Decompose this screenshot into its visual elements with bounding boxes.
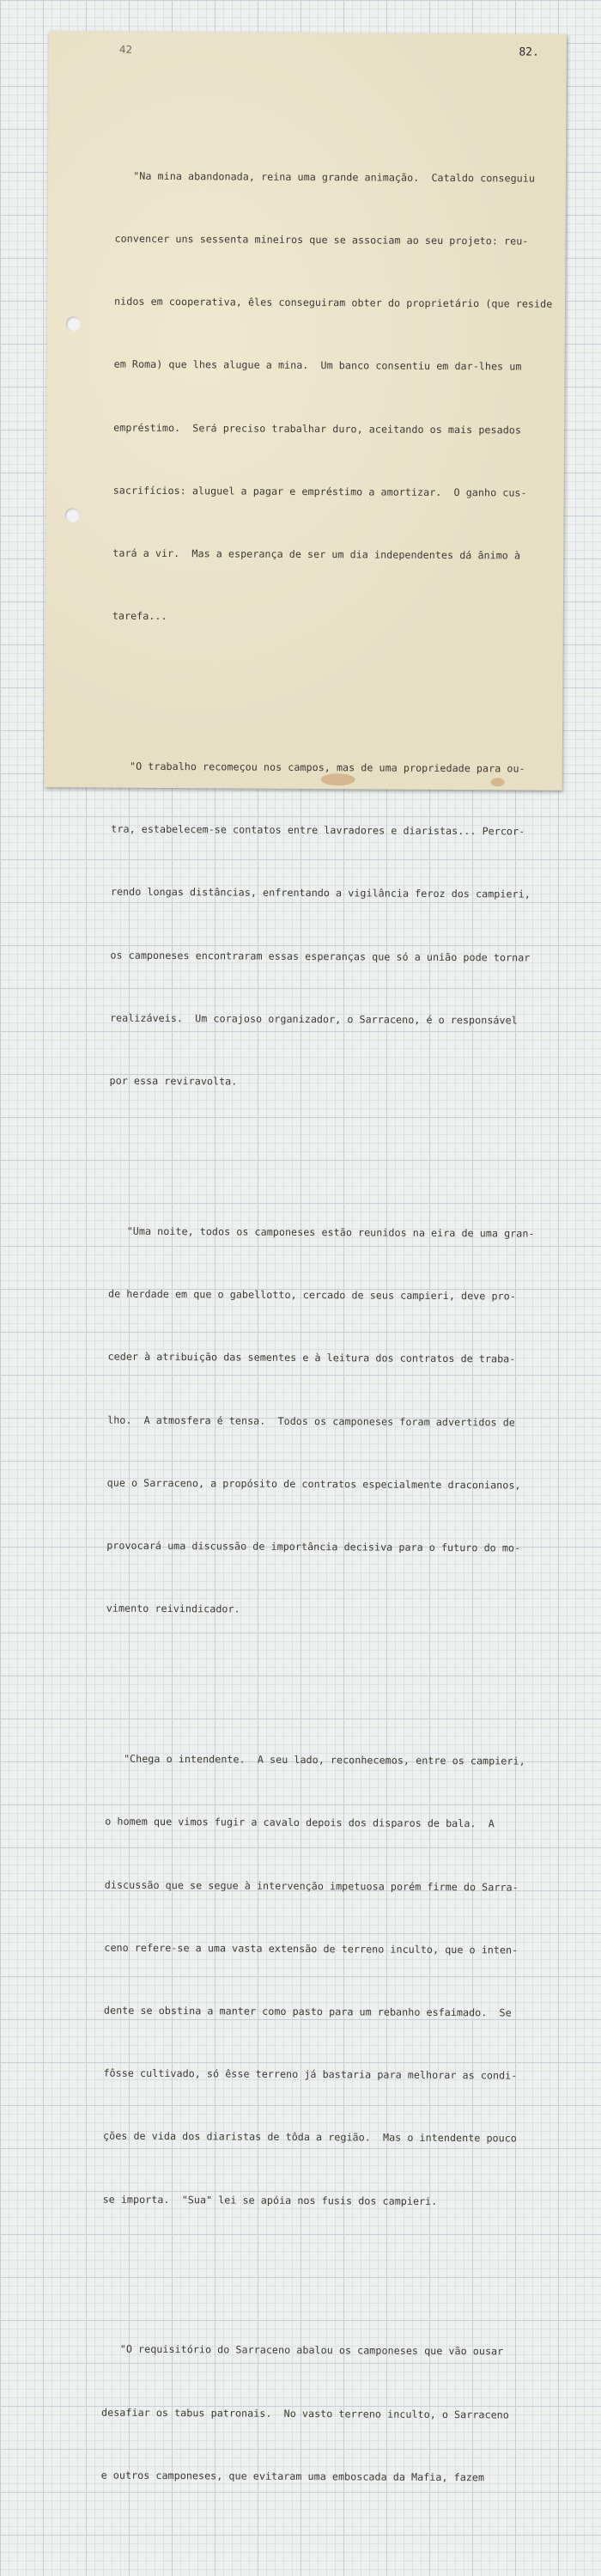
text-line: de herdade em que o gabellotto, cercado de seus campieri, deve pro- bbox=[107, 1287, 516, 1303]
text-line: realizáveis. Um corajoso organizador, o Sarraceno, é o responsável bbox=[109, 1011, 518, 1027]
text-line: em Roma) que lhes alugue a mina. Um banco consentiu em dar-lhes um bbox=[113, 357, 522, 373]
punch-hole-icon bbox=[66, 316, 81, 331]
paragraph bbox=[106, 1179, 542, 1663]
text-line: o homem que vimos fugir a cavalo depois dos disparos de bala. A bbox=[105, 1815, 495, 1830]
archive-number: 42 bbox=[118, 43, 133, 56]
text-line: os camponeses encontraram essas esperanças que só a união pode tornar bbox=[110, 949, 531, 964]
paragraph bbox=[102, 1706, 539, 2255]
text-line: "Na mina abandonada, reina uma grande animação. Cataldo conseguiu bbox=[114, 169, 535, 185]
text-line: ceder à atribuição das sementes e à leitura dos contratos de traba- bbox=[107, 1350, 516, 1365]
text-line: por essa reviravolta. bbox=[109, 1074, 238, 1088]
paragraph bbox=[109, 714, 545, 1136]
text-line: vimento reivindicador. bbox=[106, 1602, 240, 1615]
text-line: tará a vir. Mas a esperança de ser um dia independentes dá ânimo à bbox=[112, 546, 521, 562]
text-line: nidos em cooperativa, êles conseguiram obter do proprietário (que reside bbox=[114, 295, 553, 310]
text-line: "O trabalho recomeçou nos campos, mas de uma propriedade para ou- bbox=[111, 760, 525, 775]
page-number: 82. bbox=[519, 46, 539, 59]
paragraph bbox=[100, 2297, 536, 2530]
punch-hole-icon bbox=[65, 508, 80, 522]
text-line: e outros camponeses, que evitaram uma emboscada da Mafia, fazem bbox=[100, 2469, 485, 2484]
text-line: discussão que se segue à intervenção impetuosa porém firme do Sarra- bbox=[104, 1878, 519, 1894]
text-line: provocará uma discussão de importância decisiva para o futuro do mo- bbox=[106, 1539, 521, 1554]
text-line: fôsse cultivado, só êsse terreno já bastaria para melhorar as condi- bbox=[103, 2066, 518, 2082]
text-line: "Uma noite, todos os camponeses estão reunidos na eira de uma gran- bbox=[108, 1224, 535, 1240]
text-line: tra, estabelecem-se contatos entre lavradores e diaristas... Percor- bbox=[111, 822, 525, 838]
text-line: sacrifícios: aluguel a pagar e empréstimo a amortizar. O ganho cus- bbox=[112, 484, 527, 499]
text-line: desafiar os tabus patronais. No vasto terreno inculto, o Sarraceno bbox=[101, 2406, 509, 2421]
paragraph bbox=[112, 123, 553, 671]
text-line: ceno refere-se a uma vasta extensão de terreno inculto, que o inten- bbox=[104, 1941, 519, 1956]
text-line: tarefa... bbox=[112, 609, 167, 623]
body-text bbox=[100, 82, 553, 2576]
text-line: "O requisitório do Sarraceno abalou os camponeses que vão ousar bbox=[101, 2343, 504, 2358]
text-line: que o Sarraceno, a propósito de contratos especialmente draconianos, bbox=[106, 1476, 521, 1492]
text-line: dente se obstina a manter como pasto para um rebanho esfaimado. Se bbox=[103, 2004, 512, 2019]
text-line: rendo longas distâncias, enfrentando a vigilância feroz dos campieri, bbox=[110, 886, 531, 901]
text-line: ções de vida dos diaristas de tôda a região. Mas o intendente pouco bbox=[102, 2129, 517, 2145]
typewritten-page bbox=[45, 31, 567, 2484]
text-line: se importa. "Sua" lei se apóia nos fusis dos campieri. bbox=[102, 2193, 438, 2207]
text-line: lho. A atmosfera é tensa. Todos os camponeses foram advertidos de bbox=[107, 1413, 515, 1429]
text-line: empréstimo. Será preciso trabalhar duro, aceitando os mais pesados bbox=[113, 421, 522, 436]
text-line: "Chega o intendente. A seu lado, reconhecemos, entre os campieri, bbox=[105, 1752, 525, 1767]
text-line: convencer uns sessenta mineiros que se associam ao seu projeto: reu- bbox=[114, 232, 529, 247]
